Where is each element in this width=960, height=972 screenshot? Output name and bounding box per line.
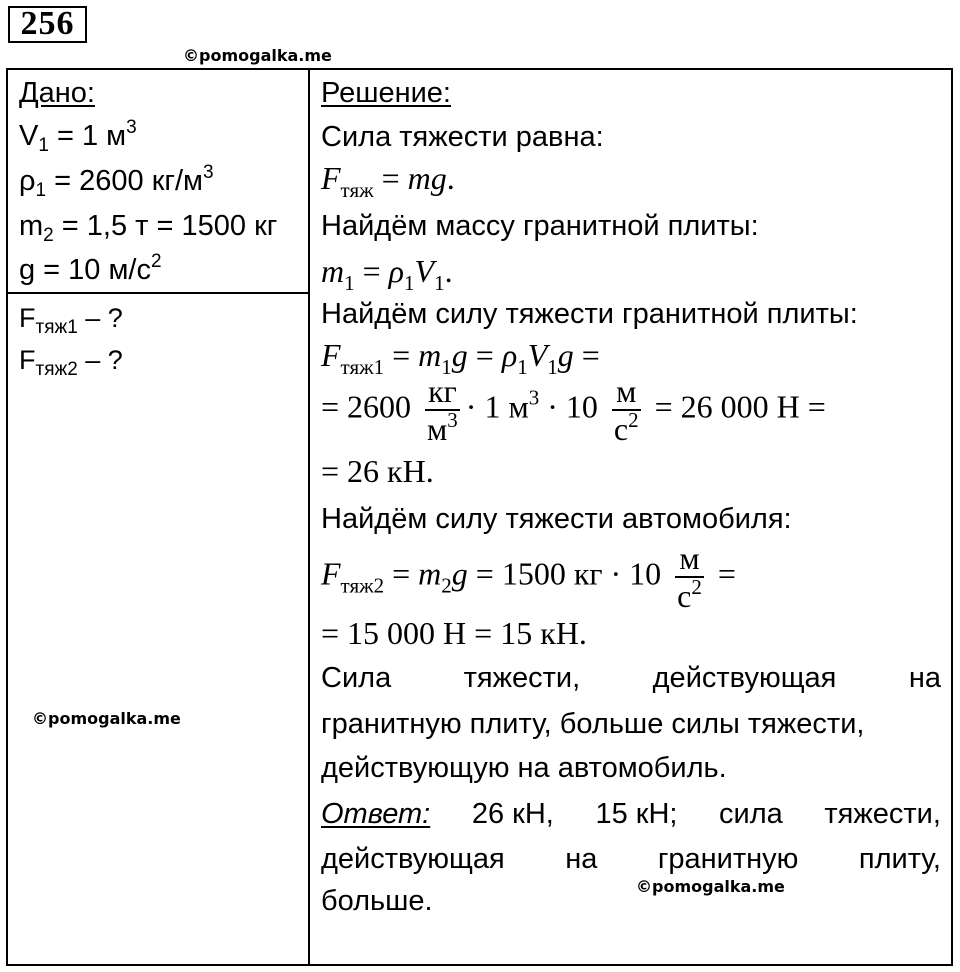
answer-line-1: Ответ: 26 кН, 15 кН; сила тяжести,	[321, 798, 941, 830]
given-m2: $m_2 = 1,5$ т = 1500 кг	[19, 210, 278, 246]
given-title: Дано:	[19, 77, 95, 109]
given-find-divider	[6, 292, 310, 294]
solution-text-4: Найдём силу тяжести автомобиля:	[321, 503, 792, 535]
watermark-bottom: ©pomogalka.me	[636, 877, 785, 896]
watermark-top: ©pomogalka.me	[183, 46, 332, 65]
formula-gravity-car-a: $F_{тяж2} = m_2g = 1500$ кг · 10 $\frac{м}{с^2}$ =	[321, 540, 736, 614]
formula-gravity-slab-a: $F_{тяж1} = m_1g = \rho_1V_1g$ =	[321, 337, 600, 379]
problem-number: 256	[8, 6, 87, 43]
formula-mass: $m_1 = \rho_1V_1$.	[321, 253, 453, 295]
answer-line-2: действующая на гранитную плиту,	[321, 843, 941, 875]
formula-gravity-slab-b: = 2600 $\frac{кг}{м^3}$ · 1 $м^3 \cdot 10$ $\frac{м}{с^2}$ = 26 000 Н =	[321, 373, 826, 447]
given-v1: $V_1 = 1$ $м^3$	[19, 117, 137, 156]
formula-gravity-slab-c: = 26 кН.	[321, 453, 434, 489]
fraction-kg-per-m3: $\frac{кг}{м^3}$	[427, 373, 458, 447]
watermark-middle: ©pomogalka.me	[32, 709, 181, 728]
conclusion-line-2: гранитную плиту, больше силы тяжести,	[321, 708, 865, 740]
answer-line-3: больше.	[321, 885, 433, 917]
fraction-m-per-s2: $\frac{м}{с^2}$	[613, 373, 639, 447]
find-f1: $F_{тяж1}$ – ?	[19, 303, 123, 338]
given-rho1: $\rho_1 = 2600$ $кг/м^3$	[19, 162, 214, 201]
solution-text-2: Найдём массу гранитной плиты:	[321, 210, 759, 242]
solution-text-3: Найдём силу тяжести гранитной плиты:	[321, 298, 858, 330]
given-g: g = 10 $м/с^2$	[19, 251, 162, 286]
fraction-m-per-s2-car: $\frac{м}{с^2}$	[677, 540, 702, 614]
conclusion-line-1: Сила тяжести, действующая на	[321, 662, 941, 694]
conclusion-line-3: действующую на автомобиль.	[321, 752, 727, 784]
find-f2: $F_{тяж2}$ – ?	[19, 345, 123, 380]
solution-title: Решение:	[321, 77, 451, 109]
formula-gravity-car-b: = 15 000 Н = 15 кН.	[321, 615, 587, 651]
table-vertical-divider	[308, 68, 310, 966]
answer-label: Ответ:	[321, 798, 431, 830]
formula-gravity-definition: $F_{тяж}$ = mg.	[321, 160, 455, 202]
solution-text-1: Сила тяжести равна:	[321, 121, 604, 153]
